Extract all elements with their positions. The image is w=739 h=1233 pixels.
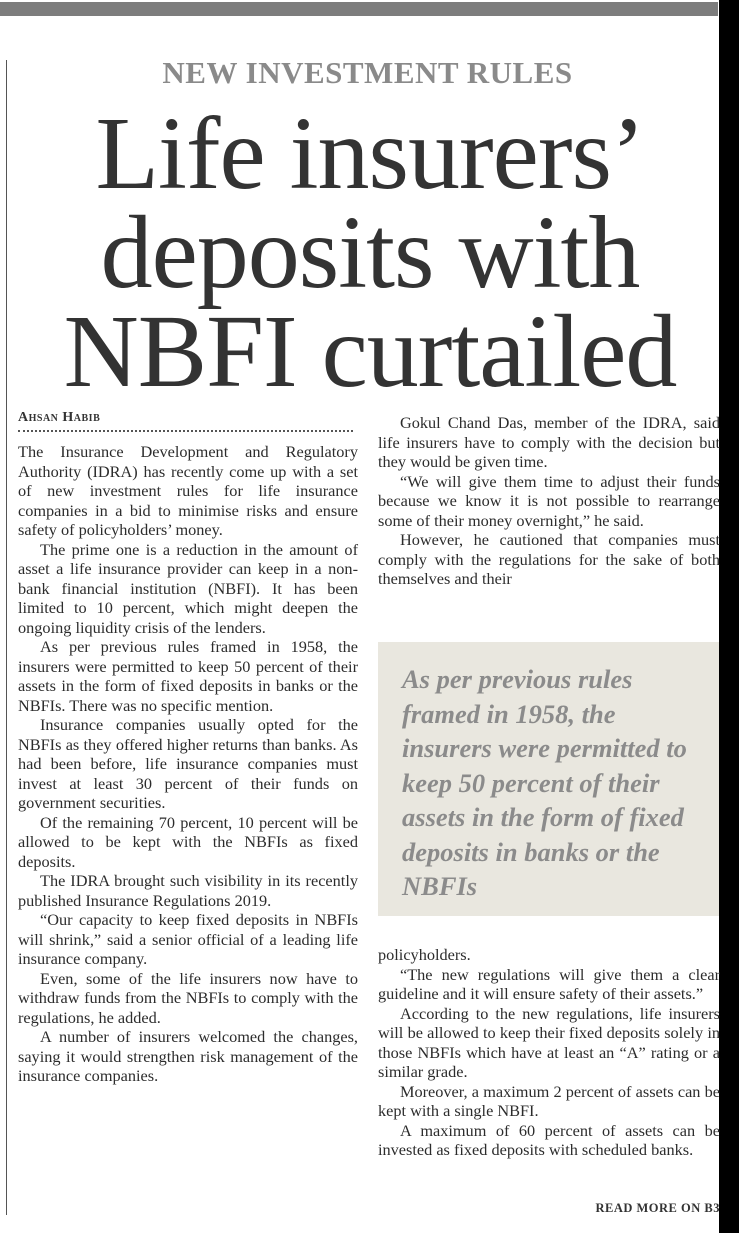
paragraph: “The new regulations will give them a clear guideline and it will ensure safety of their assets.” (378, 964, 720, 1003)
read-more-link[interactable]: READ MORE ON B3 (595, 1201, 720, 1215)
paragraph: As per previous rules framed in 1958, the insurers were permitted to keep 50 percent of their assets in the form of fixed deposits in banks or the NBFIs. There was no specific mention. (18, 637, 358, 715)
paragraph: The IDRA brought such visibility in its recently published Insurance Regulations 2019. (18, 871, 358, 910)
left-column (18, 442, 358, 1086)
paragraph: Insurance companies usually opted for the NBFIs as they offered higher returns than banks. As had been before, life insurance companies must invest at least 30 percent of their funds on government securities. (18, 715, 358, 812)
paragraph: A maximum of 60 percent of assets can be invested as fixed deposits with scheduled banks. (378, 1120, 720, 1159)
paragraph: Gokul Chand Das, member of the IDRA, said life insurers have to comply with the decision but they would be given time. (378, 413, 720, 471)
paragraph: Of the remaining 70 percent, 10 percent will be allowed to be kept with the NBFIs as fixed deposits. (18, 812, 358, 871)
headline-line: Life insurers’ (95, 96, 645, 211)
headline (0, 96, 739, 409)
paragraph: Moreover, a maximum 2 percent of assets can be kept with a single NBFI. (378, 1081, 720, 1120)
paragraph: Even, some of the life insurers now have to withdraw funds from the NBFIs to comply with the regulations, he added. (18, 968, 358, 1027)
paragraph: According to the new regulations, life insurers will be allowed to keep their fixed deposits solely in those NBFIs which have at least an “A” rating or a similar grade. (378, 1003, 720, 1081)
byline-divider (18, 424, 353, 432)
byline: Ahsan Habib (18, 410, 101, 425)
right-column-bottom (378, 945, 720, 1160)
paragraph: “We will give them time to adjust their funds because we know it is not possible to rearrange some of their money overnight,” he said. (378, 471, 720, 530)
paragraph: The Insurance Development and Regulatory Authority (IDRA) has recently come up with a set of new investment rules for life insurance companies in a bid to minimise risks and ensure safety of policyholders’ money. (18, 442, 358, 539)
headline-line: NBFI curtailed (63, 294, 677, 409)
paragraph: A number of insurers welcomed the changes, saying it would strengthen risk management of the insurance companies. (18, 1027, 358, 1085)
pull-quote: As per previous rules framed in 1958, the insurers were permitted to keep 50 percent of their assets in the form of fixed deposits in banks or the NBFIs (378, 642, 719, 916)
paragraph: policyholders. (378, 945, 471, 964)
paragraph: However, he cautioned that companies must comply with the regulations for the sake of both themselves and their (378, 530, 720, 588)
top-rule (0, 2, 718, 16)
right-column-top (378, 413, 720, 589)
kicker: NEW INVESTMENT RULES (162, 55, 573, 90)
paragraph: “Our capacity to keep fixed deposits in NBFIs will shrink,” said a senior official of a leading life insurance company. (18, 910, 358, 968)
headline-line: deposits with (100, 195, 640, 310)
paragraph: The prime one is a reduction in the amount of asset a life insurance provider can keep in a non-bank financial institution (NBFI). It has been limited to 10 percent, which might deepen the ongoing liquidity crisis of the lenders. (18, 539, 358, 637)
